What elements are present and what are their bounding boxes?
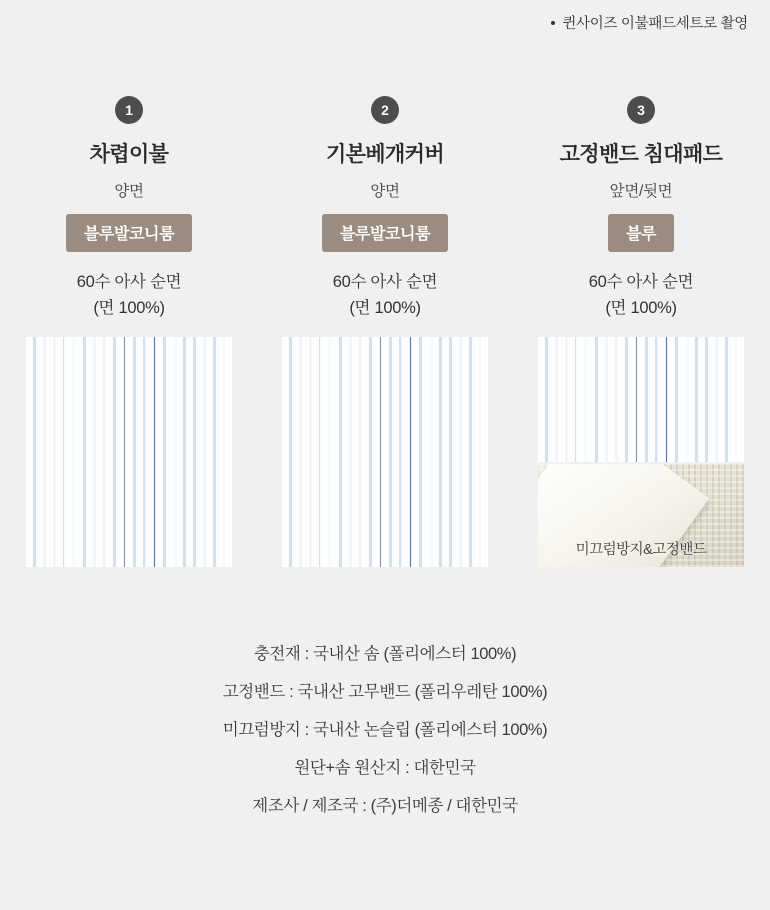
nonslip-band-photo — [538, 464, 744, 567]
product-column-2 — [257, 96, 513, 567]
product-column-3 — [513, 96, 769, 567]
product-fabric-2 — [333, 270, 438, 321]
color-chip-2: 블루발코니룸 — [322, 214, 448, 252]
step-badge-3: 3 — [627, 96, 655, 124]
spec-line-3: 미끄럼방지 : 국내산 논슬립 (폴리에스터 100%) — [222, 721, 548, 739]
fabric-swatch-3 — [538, 337, 744, 462]
product-title-2: 기본베개커버 — [325, 143, 445, 166]
product-side-3: 앞면/뒷면 — [609, 183, 673, 200]
spec-line-2: 고정밴드 : 국내산 고무밴드 (폴리우레탄 100%) — [222, 683, 548, 701]
fabric-line-1a: 60수 아사 순면 — [76, 273, 182, 291]
fabric-swatch-2 — [282, 337, 488, 567]
fabric-line-3a: 60수 아사 순면 — [588, 273, 694, 291]
color-chip-3: 블루 — [608, 214, 674, 252]
fabric-line-1b: (면 100%) — [93, 298, 165, 317]
fabric-swatch-1 — [26, 337, 232, 567]
swatch-wrap-1 — [26, 337, 232, 567]
step-badge-2: 2 — [371, 96, 399, 124]
fabric-line-2a: 60수 아사 순면 — [332, 273, 438, 291]
bullet-icon — [551, 21, 555, 25]
nonslip-band-caption: 미끄럼방지&고정밴드 — [575, 542, 707, 559]
product-fabric-3 — [589, 270, 694, 321]
spec-footer — [0, 640, 770, 830]
product-side-2: 양면 — [370, 183, 400, 200]
spec-line-1: 충전재 : 국내산 솜 (폴리에스터 100%) — [253, 645, 517, 663]
swatch-wrap-3 — [538, 337, 744, 567]
product-title-1: 차렵이불 — [89, 143, 169, 166]
product-column-1 — [1, 96, 257, 567]
fabric-line-3b: (면 100%) — [605, 298, 677, 317]
step-badge-1: 1 — [115, 96, 143, 124]
product-title-3: 고정밴드 침대패드 — [559, 143, 723, 166]
product-side-1: 양면 — [114, 183, 144, 200]
swatch-wrap-2 — [282, 337, 488, 567]
product-columns — [0, 96, 770, 567]
product-fabric-1 — [77, 270, 182, 321]
shoot-note — [551, 12, 748, 33]
spec-line-4: 원단+솜 원산지 : 대한민국 — [294, 759, 476, 777]
color-chip-1: 블루발코니룸 — [66, 214, 192, 252]
shoot-note-text: 퀸사이즈 이불패드세트로 촬영 — [562, 16, 748, 32]
fabric-line-2b: (면 100%) — [349, 298, 421, 317]
spec-line-5: 제조사 / 제조국 : (주)더메종 / 대한민국 — [252, 797, 518, 815]
